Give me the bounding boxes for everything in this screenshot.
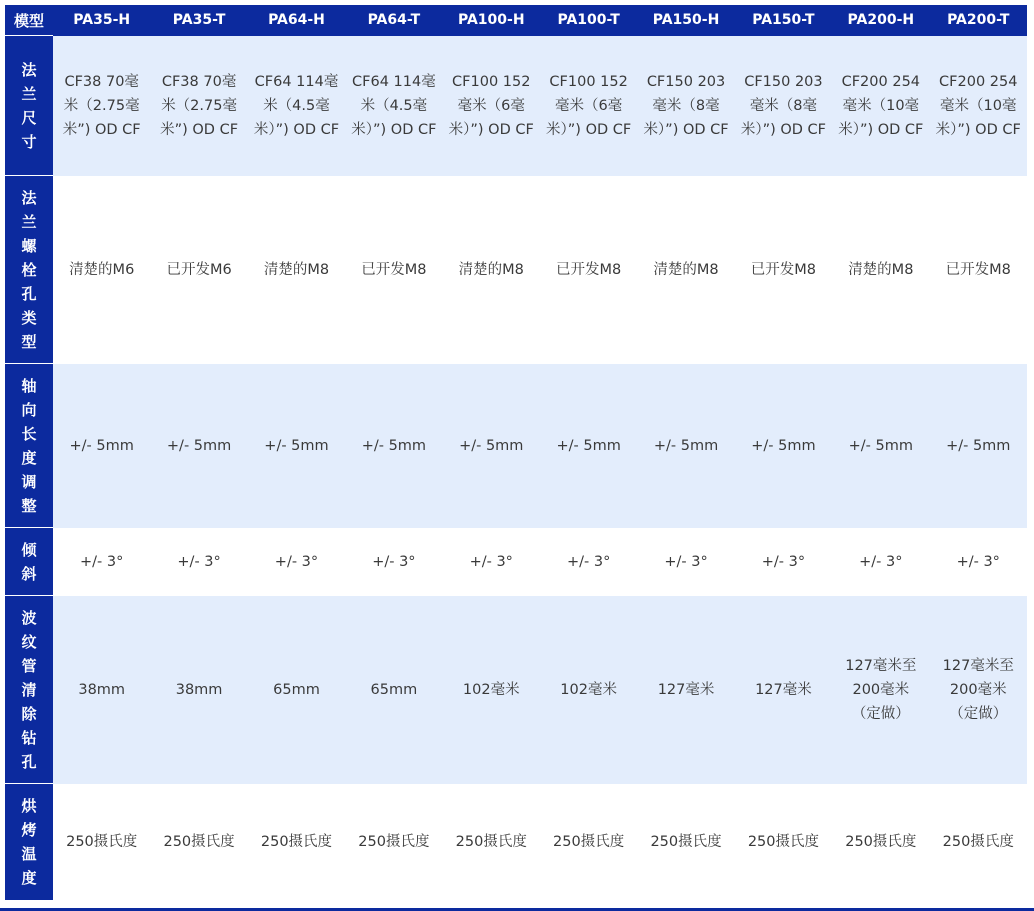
cell-text: 127毫米 [755, 681, 812, 698]
cell-text: 250摄氏度 [747, 833, 820, 850]
table-cell [540, 364, 637, 528]
table-cell [735, 596, 832, 784]
model-header-pa200-h: PA200-H [832, 5, 929, 36]
table-cell [637, 36, 734, 176]
table-cell [735, 528, 832, 596]
table-cell [930, 176, 1027, 364]
model-header-pa200-t: PA200-T [930, 5, 1027, 36]
cell-text: +/- 5mm [848, 437, 913, 454]
table-cell [150, 176, 247, 364]
table-cell [930, 528, 1027, 596]
table-cell [637, 528, 734, 596]
cell-text: CF200 254毫米（10毫米）”) OD CF [935, 73, 1021, 138]
cell-text: 清楚的M6 [69, 261, 135, 278]
cell-text: 清楚的M8 [458, 261, 524, 278]
table-cell [345, 364, 442, 528]
row-label-text: 波纹管清除钻孔 [21, 608, 37, 771]
table-cell [248, 596, 345, 784]
table-cell [540, 528, 637, 596]
cell-text: 250摄氏度 [553, 833, 625, 850]
table-row [5, 596, 1027, 784]
spec-table-body [5, 36, 1027, 900]
table-cell [150, 528, 247, 596]
table-cell [53, 528, 150, 596]
table-cell [930, 364, 1027, 528]
cell-text: 250摄氏度 [845, 833, 917, 850]
cell-text: CF150 203毫米（8毫米）”) OD CF [643, 73, 729, 138]
cell-text: 127毫米至200毫米（定做） [845, 657, 917, 722]
cell-text: +/- 3° [956, 553, 1000, 570]
table-cell [540, 36, 637, 176]
row-label-text: 倾斜 [21, 540, 37, 583]
cell-text: 250摄氏度 [942, 833, 1014, 850]
table-row [5, 36, 1027, 176]
row-label-text: 烘烤温度 [21, 796, 37, 887]
table-cell [540, 596, 637, 784]
table-cell [443, 528, 540, 596]
model-header-pa100-t: PA100-T [540, 5, 637, 36]
cell-text: CF38 70毫米（2.75毫米”) OD CF [160, 73, 239, 138]
model-header-pa35-t: PA35-T [150, 5, 247, 36]
cell-text: 65mm [273, 681, 320, 698]
cell-text: CF150 203毫米（8毫米）”) OD CF [740, 73, 827, 138]
spec-table-header [5, 5, 1027, 36]
cell-text: +/- 3° [859, 553, 903, 570]
cell-text: +/- 3° [664, 553, 708, 570]
cell-text: +/- 5mm [946, 437, 1011, 454]
model-header-pa64-t: PA64-T [345, 5, 442, 36]
table-cell [248, 784, 345, 900]
table-row [5, 364, 1027, 528]
table-cell [53, 784, 150, 900]
table-cell [443, 36, 540, 176]
table-cell [150, 596, 247, 784]
model-header-pa35-h: PA35-H [53, 5, 150, 36]
table-cell [248, 36, 345, 176]
table-cell [150, 364, 247, 528]
cell-text: +/- 5mm [556, 437, 621, 454]
cell-text: CF64 114毫米（4.5毫米）”) OD CF [253, 73, 340, 138]
cell-text: +/- 5mm [361, 437, 427, 454]
header-row [5, 5, 1027, 36]
cell-text: 已开发M8 [945, 261, 1011, 278]
table-cell [832, 176, 929, 364]
model-header-pa64-h: PA64-H [248, 5, 345, 36]
cell-text: 250摄氏度 [650, 833, 722, 850]
table-cell [735, 36, 832, 176]
table-cell [443, 176, 540, 364]
model-header-pa100-h: PA100-H [443, 5, 540, 36]
table-cell [443, 364, 540, 528]
table-cell [735, 176, 832, 364]
spec-table [5, 5, 1027, 900]
table-cell [248, 528, 345, 596]
cell-text: +/- 3° [761, 553, 806, 570]
cell-text: +/- 3° [177, 553, 221, 570]
cell-text: 已开发M6 [166, 261, 232, 278]
cell-text: CF100 152毫米（6毫米）”) OD CF [546, 73, 632, 138]
cell-text: 250摄氏度 [66, 833, 138, 850]
cell-text: +/- 5mm [166, 437, 232, 454]
table-cell [345, 596, 442, 784]
table-cell [637, 364, 734, 528]
table-row [5, 528, 1027, 596]
table-cell [735, 364, 832, 528]
cell-text: 清楚的M8 [653, 261, 719, 278]
table-cell [832, 528, 929, 596]
row-label-text: 法兰尺寸 [21, 60, 37, 151]
table-cell [443, 596, 540, 784]
cell-text: +/- 5mm [459, 437, 524, 454]
corner-label: 模型 [5, 5, 53, 36]
cell-text: 250摄氏度 [260, 833, 333, 850]
cell-text: CF38 70毫米（2.75毫米”) OD CF [62, 73, 141, 138]
table-cell [637, 176, 734, 364]
cell-text: 已开发M8 [361, 261, 427, 278]
cell-text: +/- 3° [566, 553, 611, 570]
table-cell [735, 784, 832, 900]
cell-text: 250摄氏度 [455, 833, 527, 850]
table-cell [248, 176, 345, 364]
cell-text: CF64 114毫米（4.5毫米）”) OD CF [351, 73, 437, 138]
table-cell [540, 176, 637, 364]
table-cell [53, 36, 150, 176]
cell-text: 清楚的M8 [263, 261, 330, 278]
table-cell [53, 364, 150, 528]
cell-text: +/- 5mm [69, 437, 134, 454]
cell-text: 102毫米 [560, 681, 617, 698]
cell-text: 127毫米至200毫米（定做） [942, 657, 1014, 722]
table-cell [930, 784, 1027, 900]
table-cell [540, 784, 637, 900]
cell-text: 250摄氏度 [163, 833, 235, 850]
cell-text: +/- 5mm [751, 437, 816, 454]
cell-text: 127毫米 [657, 681, 715, 698]
table-row [5, 176, 1027, 364]
table-cell [53, 176, 150, 364]
table-cell [345, 528, 442, 596]
row-label [5, 596, 53, 784]
table-cell [53, 596, 150, 784]
model-header-pa150-h: PA150-H [637, 5, 734, 36]
cell-text: +/- 3° [469, 553, 513, 570]
table-cell [248, 364, 345, 528]
cell-text: 已开发M8 [750, 261, 817, 278]
cell-text: 清楚的M8 [848, 261, 914, 278]
table-cell [637, 596, 734, 784]
cell-text: 102毫米 [462, 681, 520, 698]
table-cell [637, 784, 734, 900]
cell-text: +/- 3° [372, 553, 416, 570]
table-cell [345, 176, 442, 364]
cell-text: 38mm [78, 681, 126, 698]
model-header-pa150-t: PA150-T [735, 5, 832, 36]
table-cell [150, 784, 247, 900]
cell-text: 38mm [175, 681, 223, 698]
cell-text: 250摄氏度 [358, 833, 430, 850]
cell-text: +/- 5mm [264, 437, 329, 454]
table-cell [832, 596, 929, 784]
row-label [5, 784, 53, 900]
table-cell [150, 36, 247, 176]
row-label [5, 176, 53, 364]
table-cell [345, 36, 442, 176]
cell-text: CF100 152毫米（6毫米）”) OD CF [448, 73, 534, 138]
cell-text: 65mm [370, 681, 418, 698]
table-row [5, 784, 1027, 900]
row-label-text: 法兰螺栓孔类型 [21, 188, 37, 351]
table-cell [832, 784, 929, 900]
row-label [5, 528, 53, 596]
cell-text: +/- 3° [80, 553, 124, 570]
cell-text: +/- 5mm [653, 437, 719, 454]
cell-text: +/- 3° [274, 553, 319, 570]
table-cell [832, 364, 929, 528]
row-label-text: 轴向长度调整 [21, 376, 37, 515]
table-cell [930, 596, 1027, 784]
table-cell [832, 36, 929, 176]
table-cell [345, 784, 442, 900]
table-cell [443, 784, 540, 900]
row-label [5, 364, 53, 528]
row-label [5, 36, 53, 176]
table-cell [930, 36, 1027, 176]
cell-text: CF200 254毫米（10毫米）”) OD CF [838, 73, 924, 138]
cell-text: 已开发M8 [556, 261, 622, 278]
